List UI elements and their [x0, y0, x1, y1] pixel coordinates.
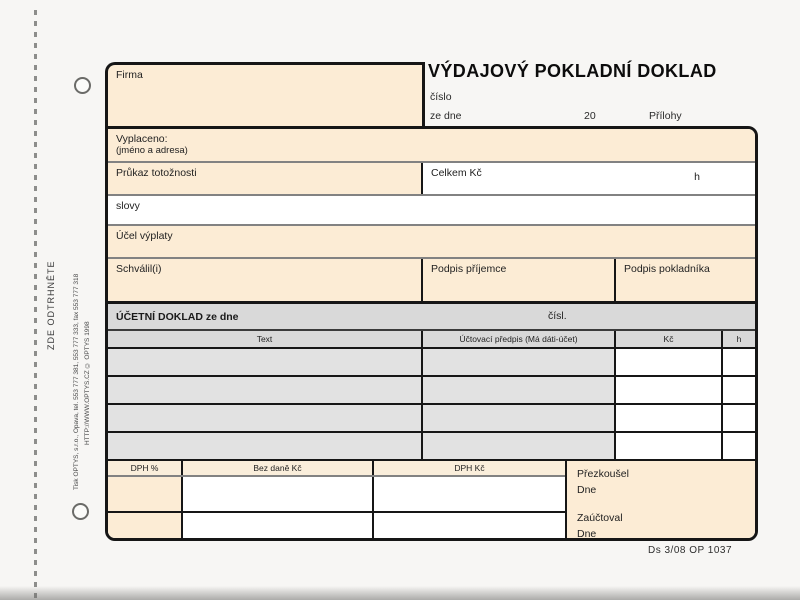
approved-by-label: Schválil(i)	[116, 263, 162, 275]
column-header-haler: h	[723, 331, 755, 347]
vat-rate-cell	[108, 513, 183, 541]
year-prefix: 20	[584, 110, 596, 122]
company-field	[105, 62, 425, 129]
printer-url-copyright-text: HTTP://WWW.OPTYS.CZ © OPTYS 1998	[84, 321, 91, 445]
payee-signature-label: Podpis příjemce	[431, 263, 507, 275]
vat-row	[108, 513, 565, 541]
form-code: Ds 3/08 OP 1037	[648, 545, 733, 556]
posting-rule-cell	[423, 405, 616, 431]
total-amount-field	[423, 163, 755, 194]
checked-date-label: Dne	[577, 484, 597, 496]
vat-row	[108, 477, 565, 513]
perforation-dashed-line	[34, 10, 37, 598]
accounting-table-row	[108, 405, 755, 433]
accounting-doc-label: ÚČETNÍ DOKLAD ze dne	[116, 310, 239, 323]
purpose-label: Účel výplaty	[116, 230, 173, 242]
purpose-field	[108, 226, 755, 259]
accounting-doc-row	[108, 304, 755, 331]
identity-card-field	[108, 163, 423, 194]
vat-rate-header: DPH %	[108, 461, 183, 475]
paid-to-sub-label: (jméno a adresa)	[116, 145, 188, 156]
column-header-posting-rule: Účtovací předpis (Má dáti-účet)	[423, 331, 616, 347]
verification-panel	[565, 461, 755, 541]
amount-in-words-label: slovy	[116, 200, 140, 212]
cashier-signature-field	[616, 259, 755, 301]
checked-by-label: Přezkoušel	[577, 468, 629, 480]
accounting-table-header	[108, 331, 755, 349]
accounting-table-row	[108, 349, 755, 377]
paid-to-field	[108, 129, 755, 163]
haler-cell	[723, 405, 755, 431]
kc-cell	[616, 349, 723, 375]
vat-base-header: Bez daně Kč	[183, 461, 374, 475]
haler-cell	[723, 349, 755, 375]
posted-date-label: Dne	[577, 528, 597, 540]
text-cell	[108, 405, 423, 431]
text-cell	[108, 377, 423, 403]
tear-off-text: ZDE ODTRHNĚTE	[46, 260, 56, 350]
vat-amount-header: DPH Kč	[454, 463, 485, 473]
signatures-row	[108, 259, 755, 304]
haler-cell	[723, 377, 755, 403]
accounting-doc-number-label: čísl.	[548, 310, 567, 322]
issue-date-label: ze dne	[430, 110, 462, 122]
vat-amount-cell	[374, 477, 565, 511]
amount-in-words-field	[108, 196, 755, 226]
vat-table	[108, 461, 565, 541]
column-header-kc: Kč	[616, 331, 723, 347]
posting-rule-cell	[423, 433, 616, 459]
accounting-table-row	[108, 377, 755, 405]
kc-cell	[616, 405, 723, 431]
vat-base-cell	[183, 513, 374, 541]
attachments-label: Přílohy	[649, 110, 682, 122]
printer-info-text: Tisk OPTYS, s.r.o., Opava, tel. 553 777 381, 553 777 333, fax 553 777 318	[73, 273, 80, 490]
vat-base-cell	[183, 477, 374, 511]
company-label: Firma	[116, 69, 143, 81]
cashier-signature-label: Podpis pokladníka	[624, 263, 710, 275]
kc-cell	[616, 377, 723, 403]
haler-cell	[723, 433, 755, 459]
posted-by-label: Zaúčtoval	[577, 512, 623, 524]
vat-table-header	[108, 461, 565, 477]
document-number-label: číslo	[430, 91, 452, 103]
kc-cell	[616, 433, 723, 459]
punch-hole-bottom	[72, 503, 89, 520]
punch-hole-top	[74, 77, 91, 94]
identity-card-label: Průkaz totožnosti	[116, 167, 197, 179]
vat-section	[108, 461, 755, 541]
identity-total-row	[108, 163, 755, 196]
posting-rule-cell	[423, 377, 616, 403]
text-cell	[108, 349, 423, 375]
vat-rate-cell	[108, 477, 183, 511]
total-label: Celkem Kč	[431, 167, 482, 179]
column-header-text: Text	[108, 331, 423, 347]
payee-signature-field	[423, 259, 616, 301]
approved-by-field	[108, 259, 423, 301]
paid-to-label: Vyplaceno:	[116, 133, 168, 145]
posting-rule-cell	[423, 349, 616, 375]
text-cell	[108, 433, 423, 459]
vat-amount-cell	[374, 513, 565, 541]
voucher-body	[105, 126, 758, 541]
scan-shadow	[0, 586, 800, 600]
haler-label: h	[694, 171, 700, 183]
accounting-table-row	[108, 433, 755, 461]
spacer	[577, 498, 745, 510]
document-title: VÝDAJOVÝ POKLADNÍ DOKLAD	[428, 61, 717, 81]
